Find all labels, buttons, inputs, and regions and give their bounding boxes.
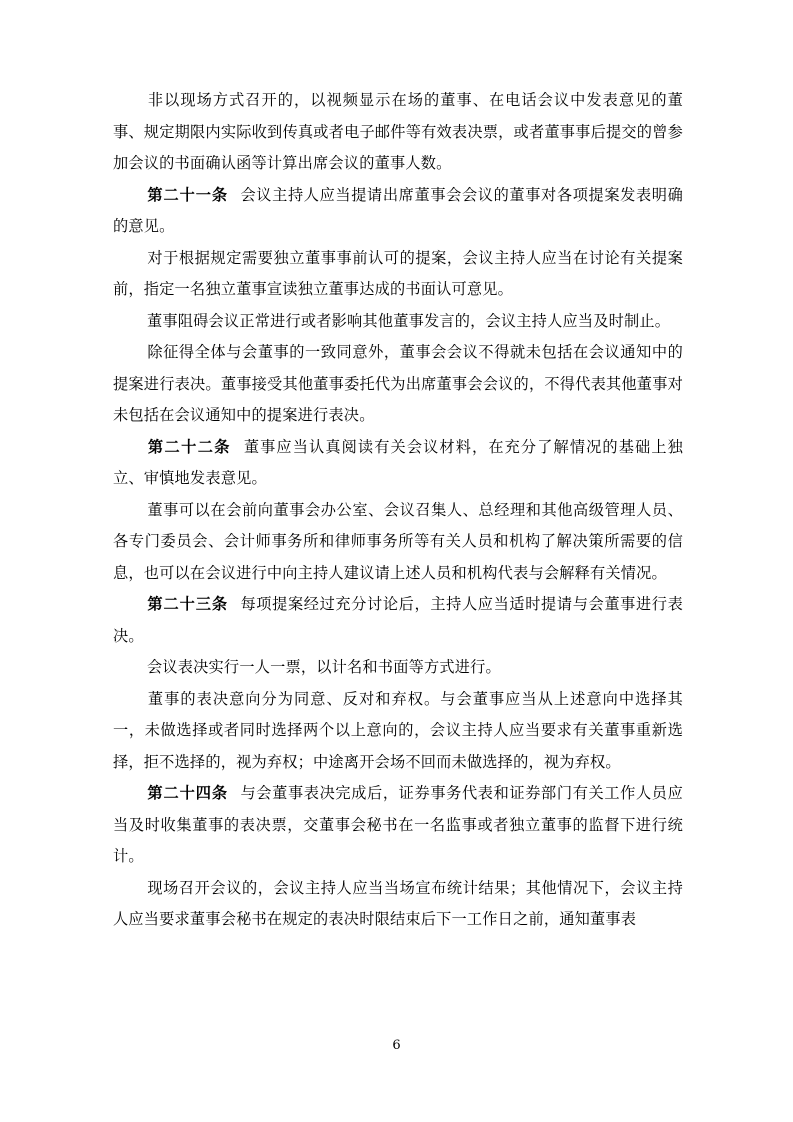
paragraph-text: 除征得全体与会董事的一致同意外，董事会会议不得就未包括在会议通知中的提案进行表决。董事接受其他董事委托代为出席董事会会议的，不得代表其他董事对未包括在会议通知中的提案进行表决。 — [113, 343, 683, 424]
paragraph-text: 每项提案经过充分讨论后，主持人应当适时提请与会董事进行表决。 — [113, 595, 684, 645]
paragraph — [113, 873, 683, 936]
paragraph-text: 董事应当认真阅读有关会议材料，在充分了解情况的基础上独立、审慎地发表意见。 — [113, 437, 684, 487]
paragraph — [113, 684, 683, 779]
paragraph — [113, 85, 683, 180]
article-label: 第二十三条 — [147, 595, 229, 613]
paragraph-text: 与会董事表决完成后，证券事务代表和证券部门有关工作人员应当及时收集董事的表决票，交董事会秘书在一名监事或者独立董事的监督下进行统计。 — [113, 784, 684, 865]
page-number: 6 — [392, 1038, 401, 1053]
paragraph — [113, 589, 683, 652]
article-label: 第二十一条 — [147, 185, 229, 204]
paragraph-text: 董事的表决意向分为同意、反对和弃权。与会董事应当从上述意向中选择其一，未做选择或者同时选择两个以上意向的，会议主持人应当要求有关董事重新选择，拒不选择的，视为弃权；中途离开会场不回而未做选择的，视为弃权。 — [113, 689, 683, 771]
paragraph-text: 会议表决实行一人一票，以计名和书面等方式进行。 — [147, 658, 501, 676]
paragraph-text: 非以现场方式召开的，以视频显示在场的董事、在电话会议中发表意见的董事、规定期限内实际收到传真或者电子邮件等有效表决票，或者董事事后提交的曾参加会议的书面确认函等计算出席会议的董事人数。 — [113, 91, 683, 172]
paragraph — [113, 778, 683, 873]
article-label: 第二十二条 — [147, 437, 231, 456]
paragraph — [113, 243, 683, 306]
paragraph — [113, 180, 683, 243]
paragraph-text: 对于根据规定需要独立董事事前认可的提案，会议主持人应当在讨论有关提案前，指定一名独立董事宣读独立董事达成的书面认可意见。 — [113, 248, 683, 298]
document-body — [113, 85, 683, 936]
paragraph — [113, 337, 683, 432]
paragraph — [113, 432, 683, 495]
paragraph-text: 董事阻碍会议正常进行或者影响其他董事发言的，会议主持人应当及时制止。 — [147, 311, 671, 330]
paragraph-text: 现场召开会议的，会议主持人应当当场宣布统计结果；其他情况下，会议主持人应当要求董事会秘书在规定的表决时限结束后下一工作日之前，通知董事表 — [113, 878, 683, 928]
paragraph — [113, 495, 683, 590]
paragraph — [113, 306, 683, 338]
paragraph-text: 董事可以在会前向董事会办公室、会议召集人、总经理和其他高级管理人员、各专门委员会、会计师事务所和律师事务所等有关人员和机构了解决策所需要的信息，也可以在会议进行中向主持人建议请上述人员和机构代表与会解释有关情况。 — [113, 500, 683, 582]
paragraph-text: 会议主持人应当提请出席董事会会议的董事对各项提案发表明确的意见。 — [113, 185, 684, 235]
paragraph — [113, 652, 683, 684]
article-label: 第二十四条 — [147, 784, 229, 802]
